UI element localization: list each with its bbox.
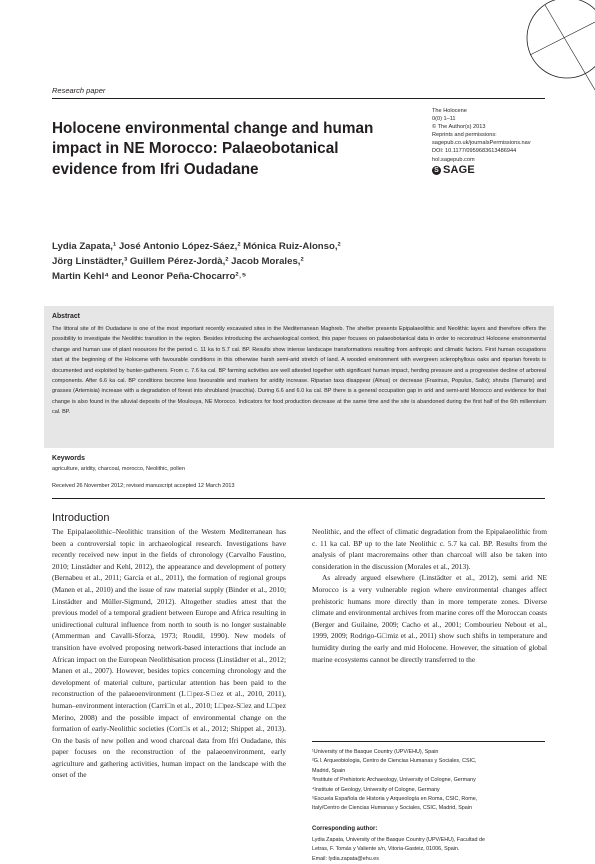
journal-permissions-link[interactable]: sagepub.co.uk/journalsPermissions.nav xyxy=(432,140,531,147)
author-line-2: Jörg Linstädter,³ Guillem Pérez-Jordà,² Jacob Morales,² xyxy=(52,256,304,268)
footnote-divider xyxy=(312,741,545,742)
publisher-logo xyxy=(432,166,557,175)
header-decoration xyxy=(475,0,595,100)
corresponding-line: Letras, F. Tomás y Valiente s/n, Vitoria-Gasteiz, 01006, Spain. xyxy=(312,846,460,853)
affiliation-line: ³Institute of Prehistoric Archaeology, University of Cologne, Germany xyxy=(312,777,476,784)
affiliation-line: ²G.I. Arqueobiologia, Centro de Ciencias Humanas y Sociales, CSIC, xyxy=(312,758,477,765)
author-list xyxy=(52,239,432,285)
article-type-label: Research paper xyxy=(52,86,106,95)
publisher-name: SAGE xyxy=(443,164,475,177)
affiliation-line: ⁴Institute of Geology, University of Cologne, Germany xyxy=(312,786,440,793)
corresponding-author-details xyxy=(312,836,562,864)
journal-website[interactable]: hol.sagepub.com xyxy=(432,156,475,163)
sage-logo-icon: S xyxy=(432,166,441,175)
introduction-paragraph-2: As already argued elsewhere (Linstädter et al., 2012), semi arid NE Morocco is a very vulnerable region where environmental changes affect prehistoric humans more directly than in more temperate zones. Diverse climate and environmental archives from marine cores off the Moroccan coasts (Berger and Guilaine, 2009; Cacho et al., 2001; Combourieu Nebout et al., 1999, 2009; Rodrigo-G□miz et al., 2011) show such shifts in temperature and humidity during the early and mid Holocene. However, the situation of global marine ecosystems cannot be directly transferred to the xyxy=(312,573,547,664)
affiliation-line: ¹University of the Basque Country (UPV/EHU), Spain xyxy=(312,749,439,755)
article-title: Holocene environmental change and human impact in NE Morocco: Palaeobotanical evidence from Ifri Oudadane xyxy=(52,120,374,178)
author-line-1: Lydia Zapata,¹ José Antonio López-Sáez,² Mónica Ruiz-Alonso,² xyxy=(52,241,341,252)
introduction-paragraph-1: Neolithic, and the effect of climatic degradation from the Epipalaeolithic from c. 11 ka cal. BP up to the late Neolithic c. 5.7 ka cal. BP. Results from the analysis of plant macroremains other than charcoal will also be taken into consideration in the discussion (Morales et al., 2013). xyxy=(312,527,547,571)
affiliations xyxy=(312,748,562,814)
top-divider xyxy=(52,98,545,99)
received-dates: Received 26 November 2012; revised manuscript accepted 12 March 2013 xyxy=(52,483,235,489)
keywords-heading: Keywords xyxy=(52,455,85,462)
affiliation-line: Madrid, Spain xyxy=(312,767,346,774)
author-line-3: Martin Kehl⁴ and Leonor Peña-Chocarro²˒⁵ xyxy=(52,271,247,283)
abstract-text: The littoral site of Ifri Oudadane is one of the most important recently excavated sites in the Mediterranean Maghreb. The shelter presents Epipalaeolithic and Neolithic layers and therefore offers the possibility to investigate the Neolithic transition in the region. Besides introducing the archaeological context, this paper focuses on palaeobotanical data in order to reconstruct Holocene environmental change and human use of plant resources for the period c. 11 ka to 5.7 cal. BP. Results show intense landscape transformations resulting from anthropic and climatic factors. First human occupations start at the beginning of the Holocene with favourable conditions in this otherwise harsh semi-arid stretch of land. A wooded environment with evergreen sclerophyllous oaks and riparian forests is documented and exploited by hunter-gatherers. From c. 7.6 ka cal. BP farming activities are well attested together with significant human impact, herding pressure and a progressive decline of arboreal components. After 6.6 ka cal. BP conditions become less favourable and markers for aridity increase. Riparian taxa disappear (Alnus) or decrease (Fraxinus, Populus, Salix); shrubs (Tamarix) and grasses (Artemisia) increase with a degradation of forest into shrubland (macchia). During 6.6 and 6.0 ka cal. BP there is a general occupation gap in arid and semi-arid Morocco and evidence for that change is also found in the alluvial deposits of the Moulouya, NE Morocco. Indicators for food production decrease at the same time and the site is abandoned during the first half of the 6th millennium cal. BP. xyxy=(52,326,546,416)
introduction-left-column: The Epipalaeolithic–Neolithic transition of the Western Mediterranean has been a controversial topic in archaeological research. Investigations have recently received new input in the fields of chronology (Carvalho Faustino, 2010; Linstädter and Kehl, 2012), the appearance and development of pottery (Bernabeu et al., 2011; García et al., 2011), the formation of regional groups (Manen et al., 2010) and the issue of raw material supply (Binder et al., 2010; Linstädter and Müller-Sigmund, 2012). Altogether studies attest that the previous model of a temporal gradient between Europe and Africa resulting in unidirectional cultural influence from north to south is no longer sustainable (Ammerman and Cavalli-Sforza, 1973; Roudil, 1990). New models of transition have evolved proposing network-based interactions that include an African impact on the European Neolithisation process (Linstädter et al., 2012; Manen et al., 2007). However, besides topics concerning chronology and the development of material culture, particular attention has been paid to the reconstruction of the palaeoenvironment (L□pez-S□ez et al., 2010, 2011), human–environment interaction (Carri□n et al., 2010; L□pez-S□ez and L□pez Merino, 2008) and the possible impact of environmental change on the formation of early-Neolithic societies (Cort□s et al., 2012; Shippet al., 2013). On the basis of new pollen and wood charcoal data from Ifri Oudadane, this paper focuses on the reconstruction of the palaeoenvironment, early agriculture and gathering activities, human impact on the landscape with the onset of the xyxy=(52,527,286,780)
journal-name: The Holocene xyxy=(432,108,467,114)
corresponding-author-heading: Corresponding author: xyxy=(312,826,378,832)
section-divider xyxy=(52,498,545,499)
journal-volume: 0(0) 1–11 xyxy=(432,116,456,123)
journal-reprints: Reprints and permissions: xyxy=(432,132,497,139)
affiliation-line: Italy/Centro de Ciencias Humanas y Sociales, CSIC, Madrid, Spain xyxy=(312,805,472,812)
corresponding-email[interactable]: Email: lydia.zapata@ehu.es xyxy=(312,855,379,862)
corresponding-line: Lydia Zapata, University of the Basque Country (UPV/EHU), Facultad de xyxy=(312,837,485,843)
journal-doi[interactable]: DOI: 10.1177/0959683613486944 xyxy=(432,148,517,155)
journal-copyright: © The Author(s) 2013 xyxy=(432,124,486,131)
keywords-text: agriculture, aridity, charcoal, morocco, Neolithic, pollen xyxy=(52,466,185,472)
affiliation-line: ⁵Escuela Española de Historia y Arqueología en Roma, CSIC, Rome, xyxy=(312,796,478,803)
journal-info xyxy=(432,107,557,175)
introduction-heading: Introduction xyxy=(52,512,110,524)
abstract-heading: Abstract xyxy=(52,313,80,320)
introduction-right-column xyxy=(312,526,547,665)
